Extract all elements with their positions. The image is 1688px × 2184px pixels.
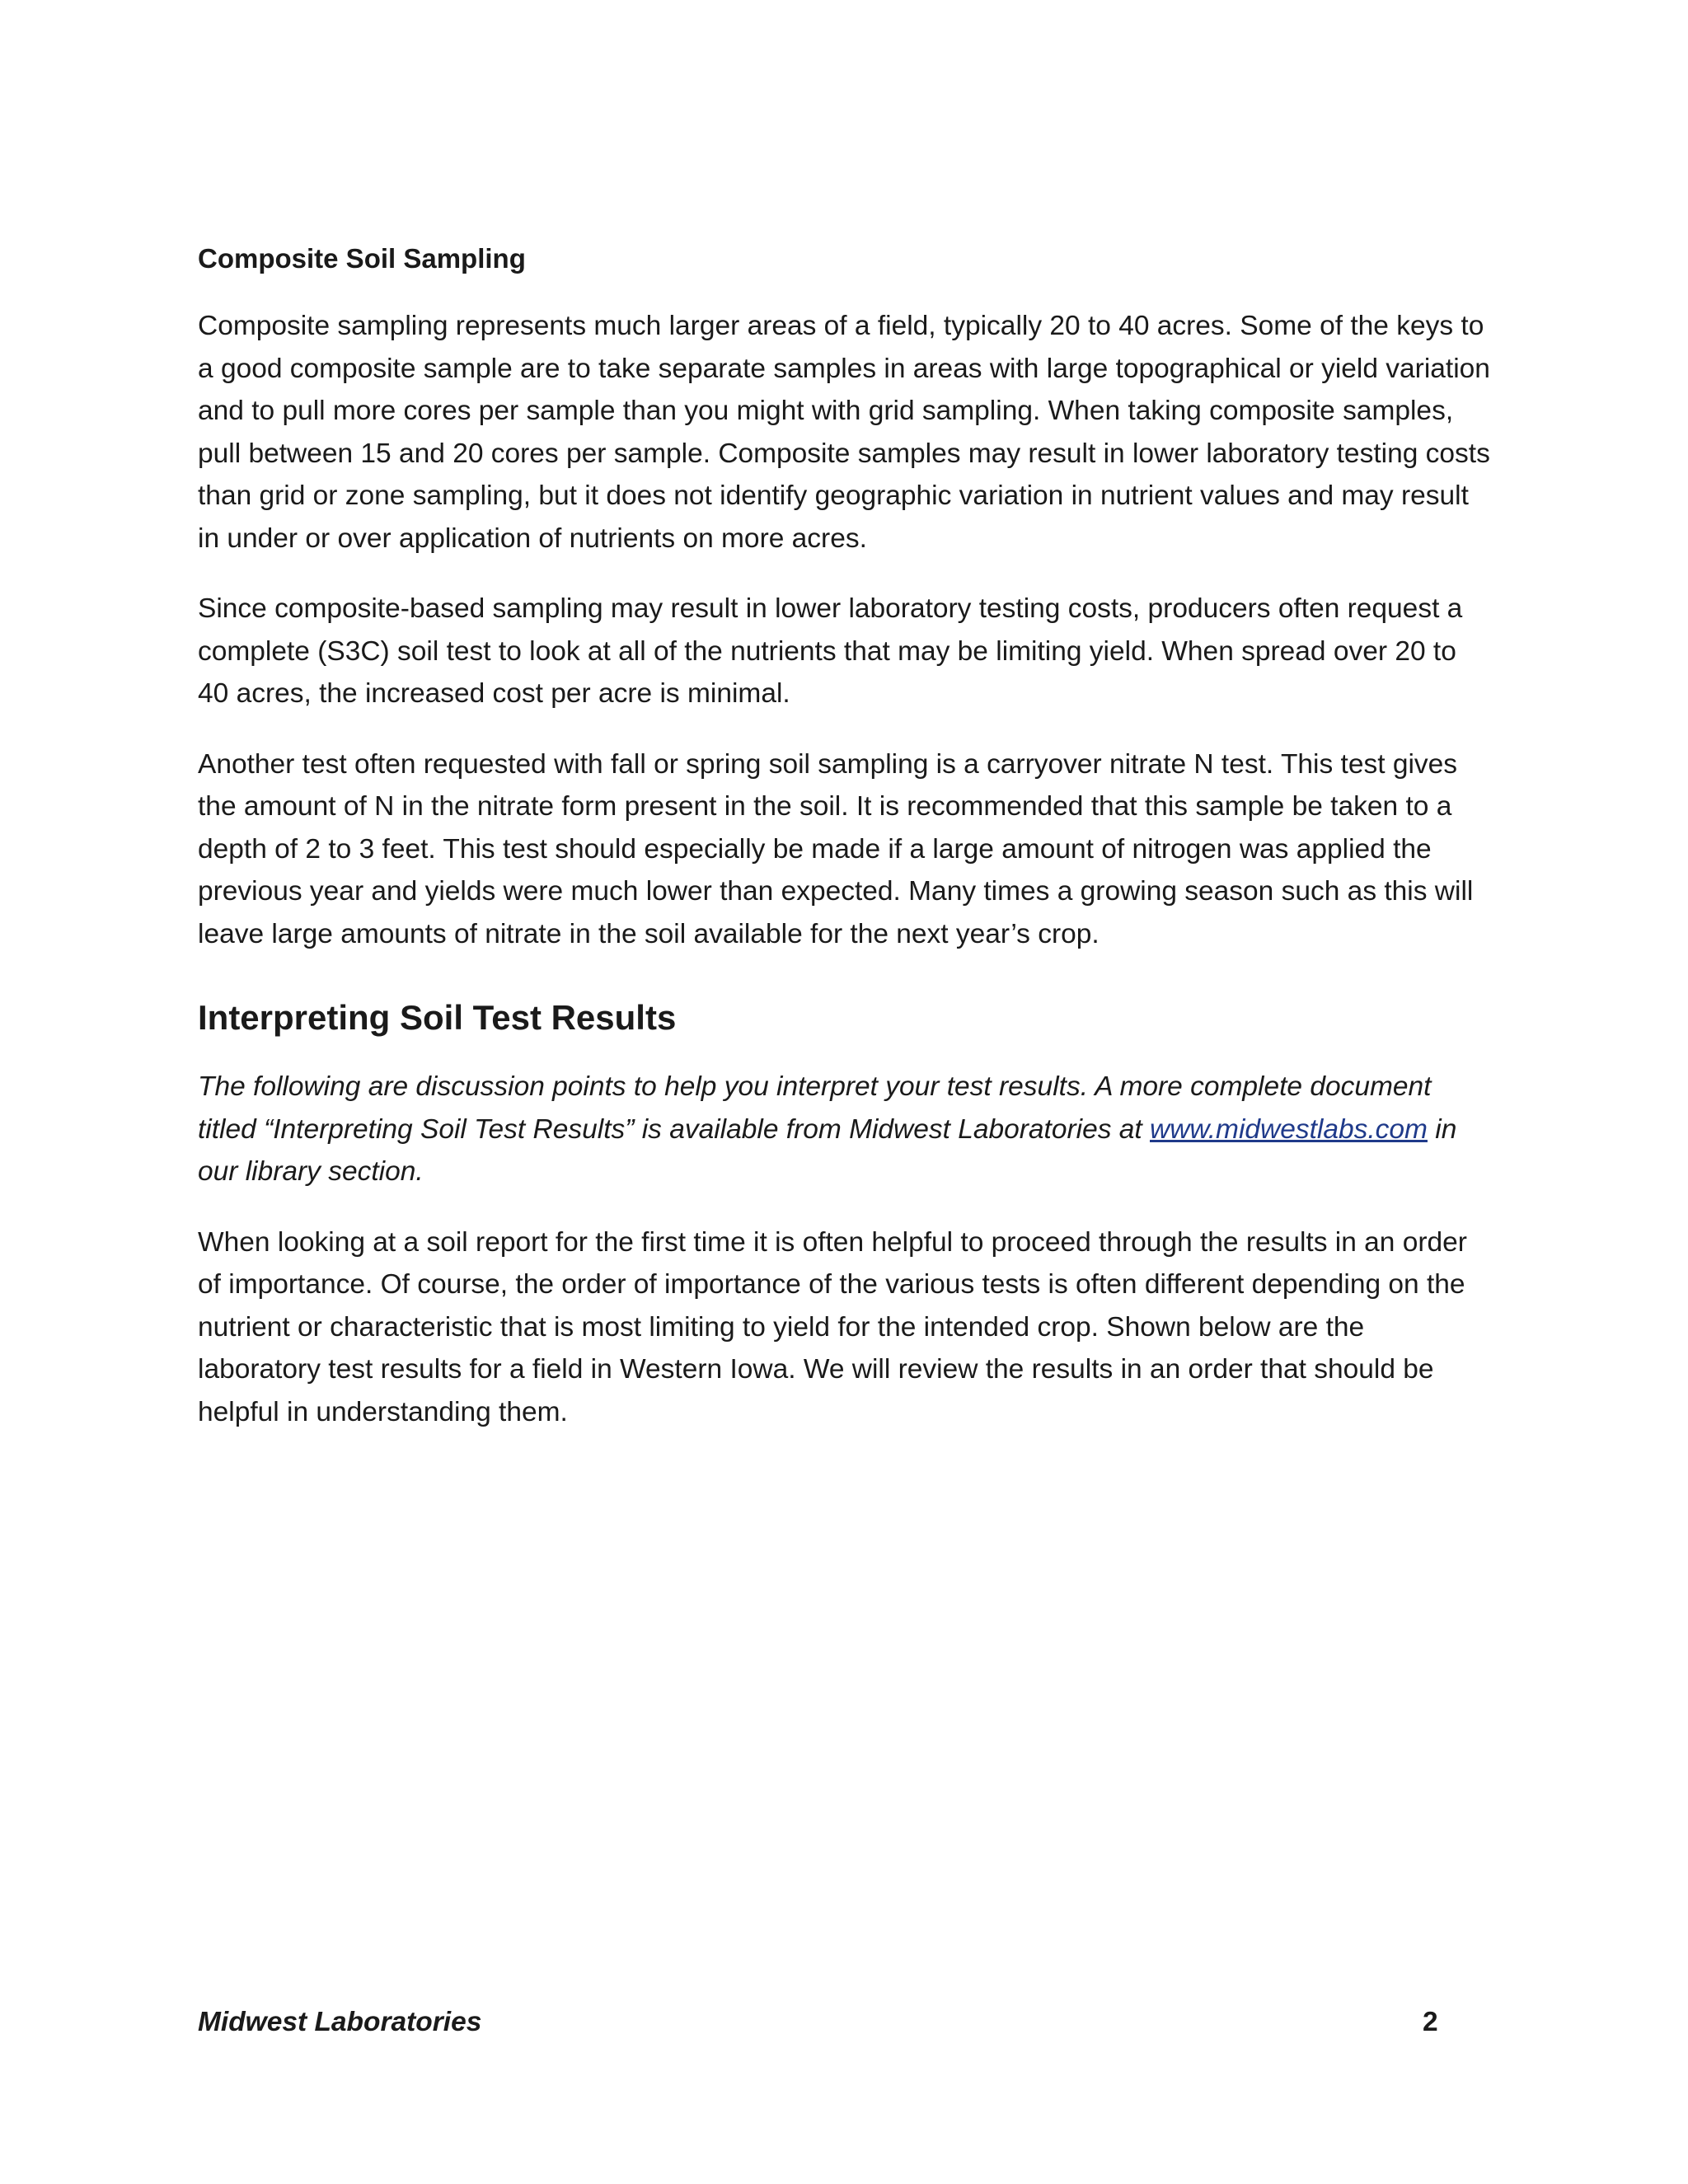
composite-soil-sampling-heading: Composite Soil Sampling [198, 243, 526, 274]
interpreting-intro-text: The following are discussion points to help you interpret your test results. A more complete document titled “Interpreting Soil Test Results” is available from Midwest Laboratories at [198, 1071, 1432, 1145]
composite-paragraph-2: Since composite-based sampling may result in lower laboratory testing costs, producers often request a complete (S3C) soil test to look at all of the nutrients that may be limiting yield. When spread over 20 to 40 acres, the increased cost per acre is minimal. [198, 593, 1463, 709]
interpreting-paragraph: When looking at a soil report for the first time it is often helpful to proceed through the results in an order of importance. Of course, the order of importance of the various tests is often different depending on the nutrient or characteristic that is most limiting to yield for the intended crop. Shown below are the laboratory test results for a field in Western Iowa. We will review the results in an order that should be helpful in understanding them. [198, 1226, 1467, 1427]
page-content [198, 237, 1492, 1461]
midwestlabs-link[interactable]: www.midwestlabs.com [1150, 1113, 1428, 1145]
composite-paragraph-3: Another test often requested with fall or spring soil sampling is a carryover nitrate N test. This test gives the amount of N in the nitrate form present in the soil. It is recommended that this sample be taken to a depth of 2 to 3 feet. This test should especially be made if a large amount of nitrogen was applied the previous year and yields were much lower than expected. Many times a growing season such as this will leave large amounts of nitrate in the soil available for the next year’s crop. [198, 748, 1474, 949]
footer-company-name: Midwest Laboratories [198, 2007, 482, 2037]
interpreting-intro-paragraph [198, 1066, 1492, 1193]
interpreting-intro-text-end: in our library section. [198, 1113, 1457, 1187]
footer-page-number: 2 [1423, 2007, 1438, 2037]
interpreting-soil-test-results-heading: Interpreting Soil Test Results [198, 998, 677, 1037]
composite-paragraph-1: Composite sampling represents much larger areas of a field, typically 20 to 40 acres. Some of the keys to a good composite sample are to take separate samples in areas with large topographical or yield variation and to pull more cores per sample than you might with grid sampling. When taking composite samples, pull between 15 and 20 cores per sample. Composite samples may result in lower laboratory testing costs than grid or zone sampling, but it does not identify geographic variation in nutrient values and may result in under or over application of nutrients on more acres. [198, 311, 1490, 554]
